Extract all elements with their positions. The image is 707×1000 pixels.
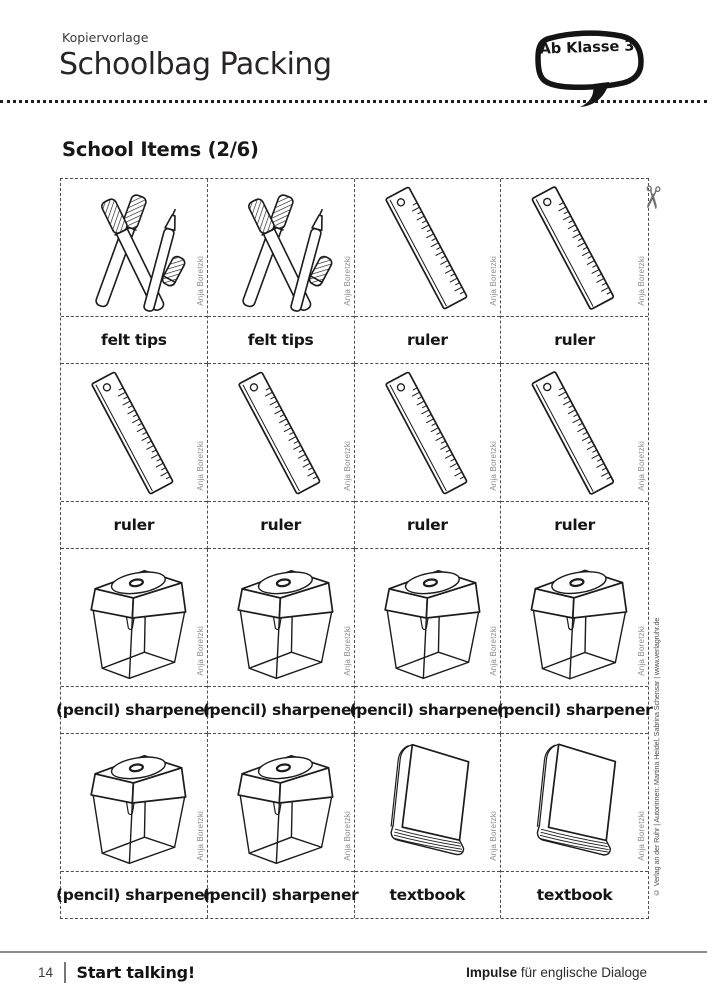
item-card xyxy=(61,179,208,364)
sharpener-icon xyxy=(61,734,207,871)
item-card xyxy=(202,549,359,734)
sharpener-icon xyxy=(355,549,501,686)
item-label: felt tips xyxy=(61,317,207,364)
card-grid xyxy=(55,178,653,919)
felt-tips-icon xyxy=(61,179,207,316)
page-title: Schoolbag Packing xyxy=(59,47,332,82)
item-card xyxy=(496,549,653,734)
ruler-icon xyxy=(501,179,648,316)
illustrator-credit: Anja Boretzki xyxy=(489,441,499,491)
item-card xyxy=(355,364,502,549)
ruler-icon xyxy=(355,179,501,316)
scissors-icon: ✂ xyxy=(633,183,671,212)
ruler-icon xyxy=(355,364,501,501)
ruler-icon xyxy=(61,364,207,501)
item-label: (pencil) sharpener xyxy=(61,687,207,734)
footer-divider xyxy=(64,962,66,983)
sharpener-icon xyxy=(208,734,354,871)
textbook-icon xyxy=(501,734,648,871)
item-label: felt tips xyxy=(208,317,354,364)
illustrator-credit: Anja Boretzki xyxy=(637,626,646,676)
item-card xyxy=(202,734,359,918)
publisher-credit: © Verlag an der Ruhr | Autorinnen: Martina Heidel, Sabrina Schensar | www.verlagruhr.de xyxy=(652,617,661,897)
illustrator-credit: Anja Boretzki xyxy=(489,626,499,676)
item-card xyxy=(208,364,355,549)
illustrator-credit: Anja Boretzki xyxy=(637,811,646,861)
item-label: ruler xyxy=(208,502,354,549)
item-card xyxy=(61,364,208,549)
illustrator-credit: Anja Boretzki xyxy=(195,256,205,306)
item-card xyxy=(501,179,648,364)
item-label: ruler xyxy=(355,502,501,549)
dotted-separator xyxy=(0,100,707,103)
item-label: ruler xyxy=(61,502,207,549)
item-label: ruler xyxy=(355,317,501,364)
illustrator-credit: Anja Boretzki xyxy=(637,256,646,306)
item-card xyxy=(501,734,648,918)
item-card xyxy=(208,179,355,364)
item-label: (pencil) sharpener xyxy=(501,687,648,734)
item-label: ruler xyxy=(501,317,648,364)
item-label: (pencil) sharpener xyxy=(55,886,212,904)
series-name-bold: Impulse xyxy=(466,965,518,980)
page-type-label: Kopiervorlage xyxy=(62,30,149,45)
sharpener-icon xyxy=(501,549,648,686)
felt-tips-icon xyxy=(208,179,354,316)
item-card xyxy=(55,549,212,734)
illustrator-credit: Anja Boretzki xyxy=(489,811,499,861)
sharpener-icon xyxy=(208,549,354,686)
ruler-icon xyxy=(208,364,354,501)
footer-rule xyxy=(0,951,707,953)
item-label: textbook xyxy=(536,886,613,904)
grade-level-text: Ab Klasse 3 xyxy=(539,38,635,58)
item-card xyxy=(501,364,648,549)
footer-left xyxy=(38,962,195,983)
item-label: (pencil) sharpener xyxy=(355,687,501,734)
illustrator-credit: Anja Boretzki xyxy=(637,441,646,491)
illustrator-credit: Anja Boretzki xyxy=(195,626,205,676)
item-label: ruler xyxy=(501,502,648,549)
item-card xyxy=(349,549,506,734)
section-heading: School Items (2/6) xyxy=(62,138,259,161)
illustrator-credit: Anja Boretzki xyxy=(195,441,205,491)
page-number: 14 xyxy=(38,965,54,980)
series-name xyxy=(466,965,647,980)
item-card xyxy=(355,179,502,364)
item-label: textbook xyxy=(389,886,466,904)
item-card xyxy=(355,734,502,918)
ruler-icon xyxy=(501,364,648,501)
illustrator-credit: Anja Boretzki xyxy=(342,626,352,676)
item-label: (pencil) sharpener xyxy=(208,687,354,734)
sharpener-icon xyxy=(61,549,207,686)
illustrator-credit: Anja Boretzki xyxy=(489,256,499,306)
illustrator-credit: Anja Boretzki xyxy=(342,441,352,491)
item-label: (pencil) sharpener xyxy=(202,886,359,904)
textbook-icon xyxy=(355,734,501,871)
series-name-rest: für englische Dialoge xyxy=(520,965,647,980)
item-card xyxy=(55,734,212,918)
illustrator-credit: Anja Boretzki xyxy=(342,256,352,306)
illustrator-credit: Anja Boretzki xyxy=(195,811,205,861)
illustrator-credit: Anja Boretzki xyxy=(342,811,352,861)
book-title: Start talking! xyxy=(76,963,196,982)
